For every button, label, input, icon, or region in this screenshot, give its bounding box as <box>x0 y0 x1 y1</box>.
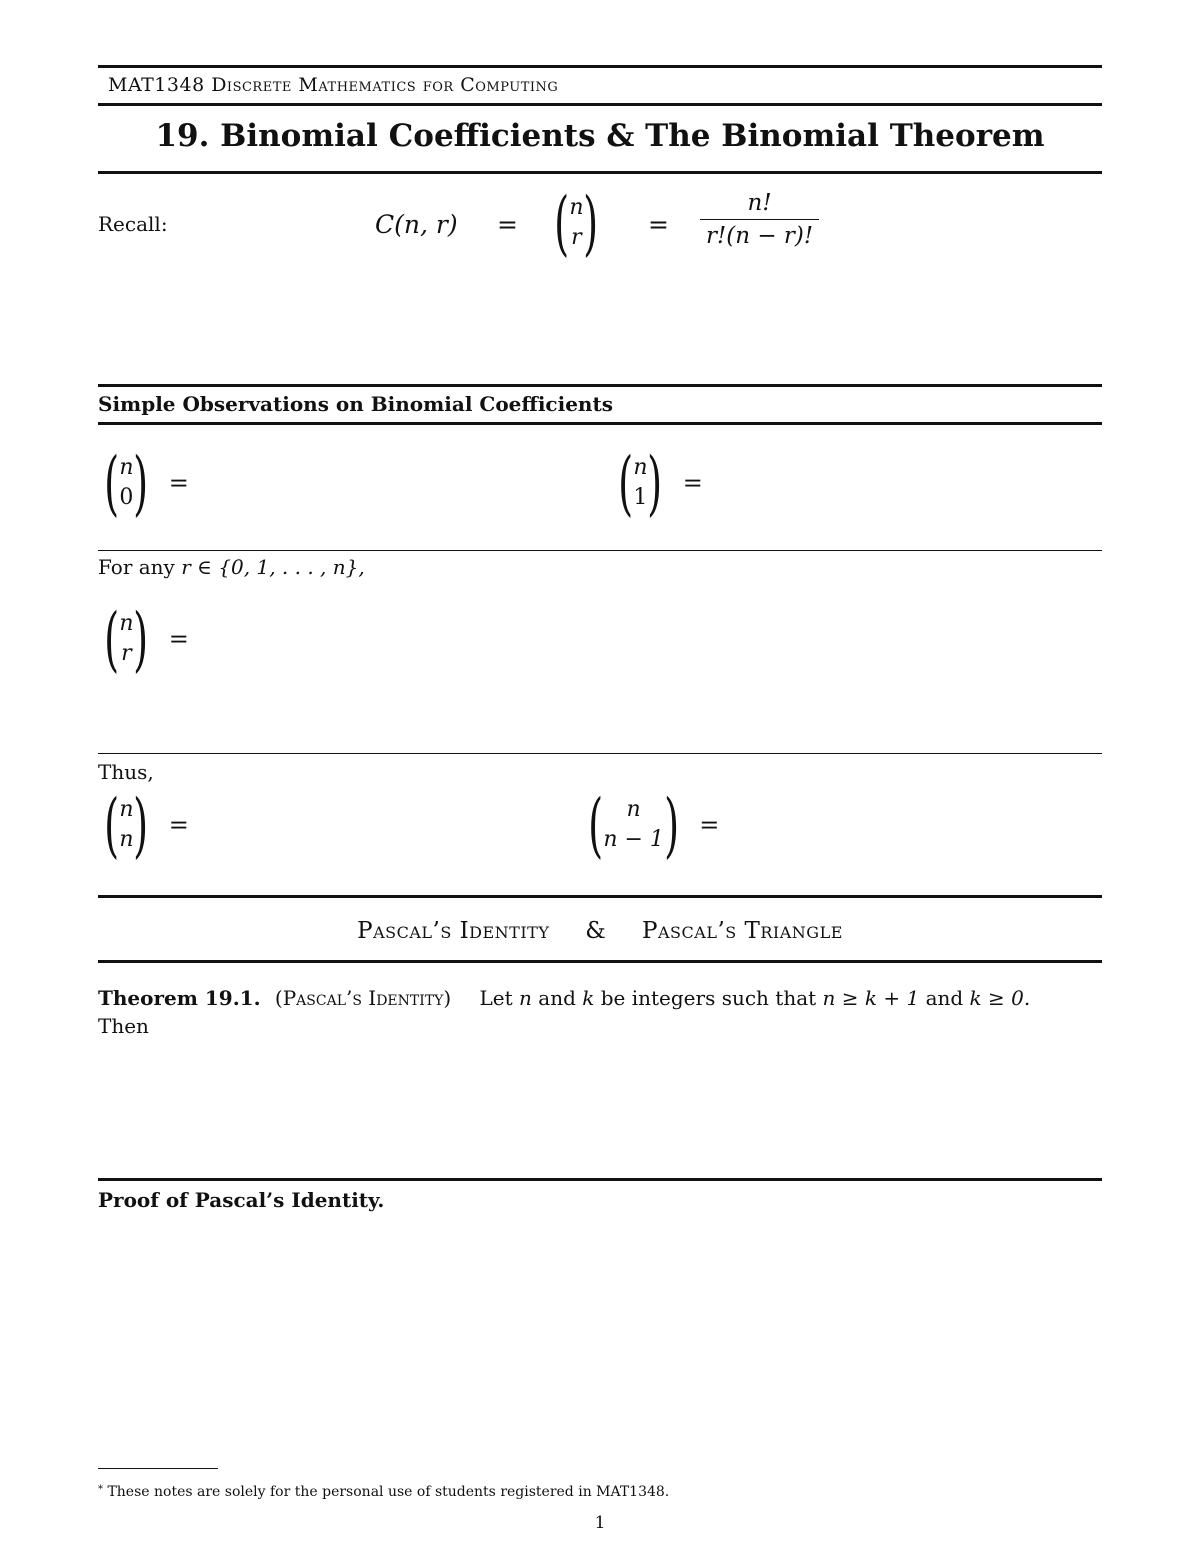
recall-binom-top: n <box>569 195 584 220</box>
for-any-set: r ∈ {0, 1, . . . , n}, <box>181 555 365 579</box>
footnote-text: These notes are solely for the personal use of students registered in MAT1348. <box>107 1484 670 1500</box>
binom-bottom: 1 <box>633 485 648 510</box>
equals-sign: = <box>168 469 189 497</box>
binom-bottom: r <box>121 641 132 666</box>
binom-bottom: n − 1 <box>603 827 664 852</box>
recall-binom-bottom: r <box>571 225 582 250</box>
equals-sign: = <box>168 625 189 653</box>
equals-sign: = <box>168 811 189 839</box>
recall-label: Recall: <box>98 212 168 236</box>
recall-fraction <box>700 190 819 249</box>
binom-n-1: ( n 1 ) = <box>618 442 703 524</box>
proof-rule <box>98 1178 1102 1181</box>
theorem-condition-1: n ≥ k + 1 <box>822 986 920 1010</box>
pascal-top-rule <box>98 895 1102 898</box>
obs-bottom-rule <box>98 422 1102 425</box>
theorem-19-1 <box>98 984 1102 1040</box>
recall-eq2: = <box>648 210 669 239</box>
fraction-numerator: n! <box>747 190 772 216</box>
binom-bottom: n <box>119 827 134 852</box>
divider-2 <box>98 753 1102 754</box>
footnote-marker: * <box>98 1484 103 1495</box>
equals-sign: = <box>682 469 703 497</box>
theorem-var-k: k <box>582 986 595 1010</box>
theorem-text: be integers such that <box>600 986 817 1010</box>
thus-label: Thus, <box>98 760 154 784</box>
binom-n-n-minus-1: ( n n − 1 ) = <box>588 784 720 866</box>
page-title: 19. Binomial Coefficients & The Binomial Theorem <box>155 118 1045 154</box>
recall-eq1: = <box>497 210 518 239</box>
binom-n-0: ( n 0 ) = <box>104 442 189 524</box>
equals-sign: = <box>699 811 720 839</box>
pascal-section-title <box>0 918 1200 944</box>
theorem-text: and <box>925 986 964 1010</box>
page-number: 1 <box>594 1513 606 1533</box>
footnote <box>98 1484 669 1500</box>
footnote-rule <box>98 1468 218 1469</box>
observations-heading: Simple Observations on Binomial Coefficients <box>98 392 613 416</box>
obs-top-rule <box>98 384 1102 387</box>
fraction-denominator: r!(n − r)! <box>700 219 819 249</box>
theorem-var-n: n <box>519 986 532 1010</box>
theorem-name: (Pascal’s Identity) <box>274 986 452 1010</box>
theorem-text: Let <box>479 986 513 1010</box>
section-right: Pascal’s Triangle <box>642 918 843 944</box>
binom-n-r: ( n r ) = <box>104 598 189 680</box>
binom-top: n <box>626 797 641 822</box>
binom-top: n <box>119 611 134 636</box>
theorem-text: and <box>538 986 576 1010</box>
section-amp: & <box>585 918 607 944</box>
pascal-bottom-rule <box>98 960 1102 963</box>
course-header: MAT1348 Discrete Mathematics for Computing <box>108 74 559 96</box>
binom-n-n: ( n n ) = <box>104 784 189 866</box>
recall-lhs: C(n, r) <box>375 210 458 239</box>
binom-top: n <box>119 455 134 480</box>
header-bottom-rule <box>98 103 1102 106</box>
divider-1 <box>98 550 1102 551</box>
proof-label: Proof of Pascal’s Identity. <box>98 1188 385 1212</box>
header-top-rule <box>98 65 1102 68</box>
theorem-then: Then <box>98 1014 149 1038</box>
section-left: Pascal’s Identity <box>357 918 550 944</box>
recall-binom: ( n r ) <box>554 182 599 264</box>
for-any-text: For any <box>98 555 175 579</box>
title-rule <box>98 171 1102 174</box>
theorem-condition-2: k ≥ 0. <box>969 986 1031 1010</box>
binom-bottom: 0 <box>119 485 134 510</box>
binom-top: n <box>633 455 648 480</box>
binom-top: n <box>119 797 134 822</box>
for-any-line <box>98 555 365 579</box>
theorem-label: Theorem 19.1. <box>98 986 261 1010</box>
